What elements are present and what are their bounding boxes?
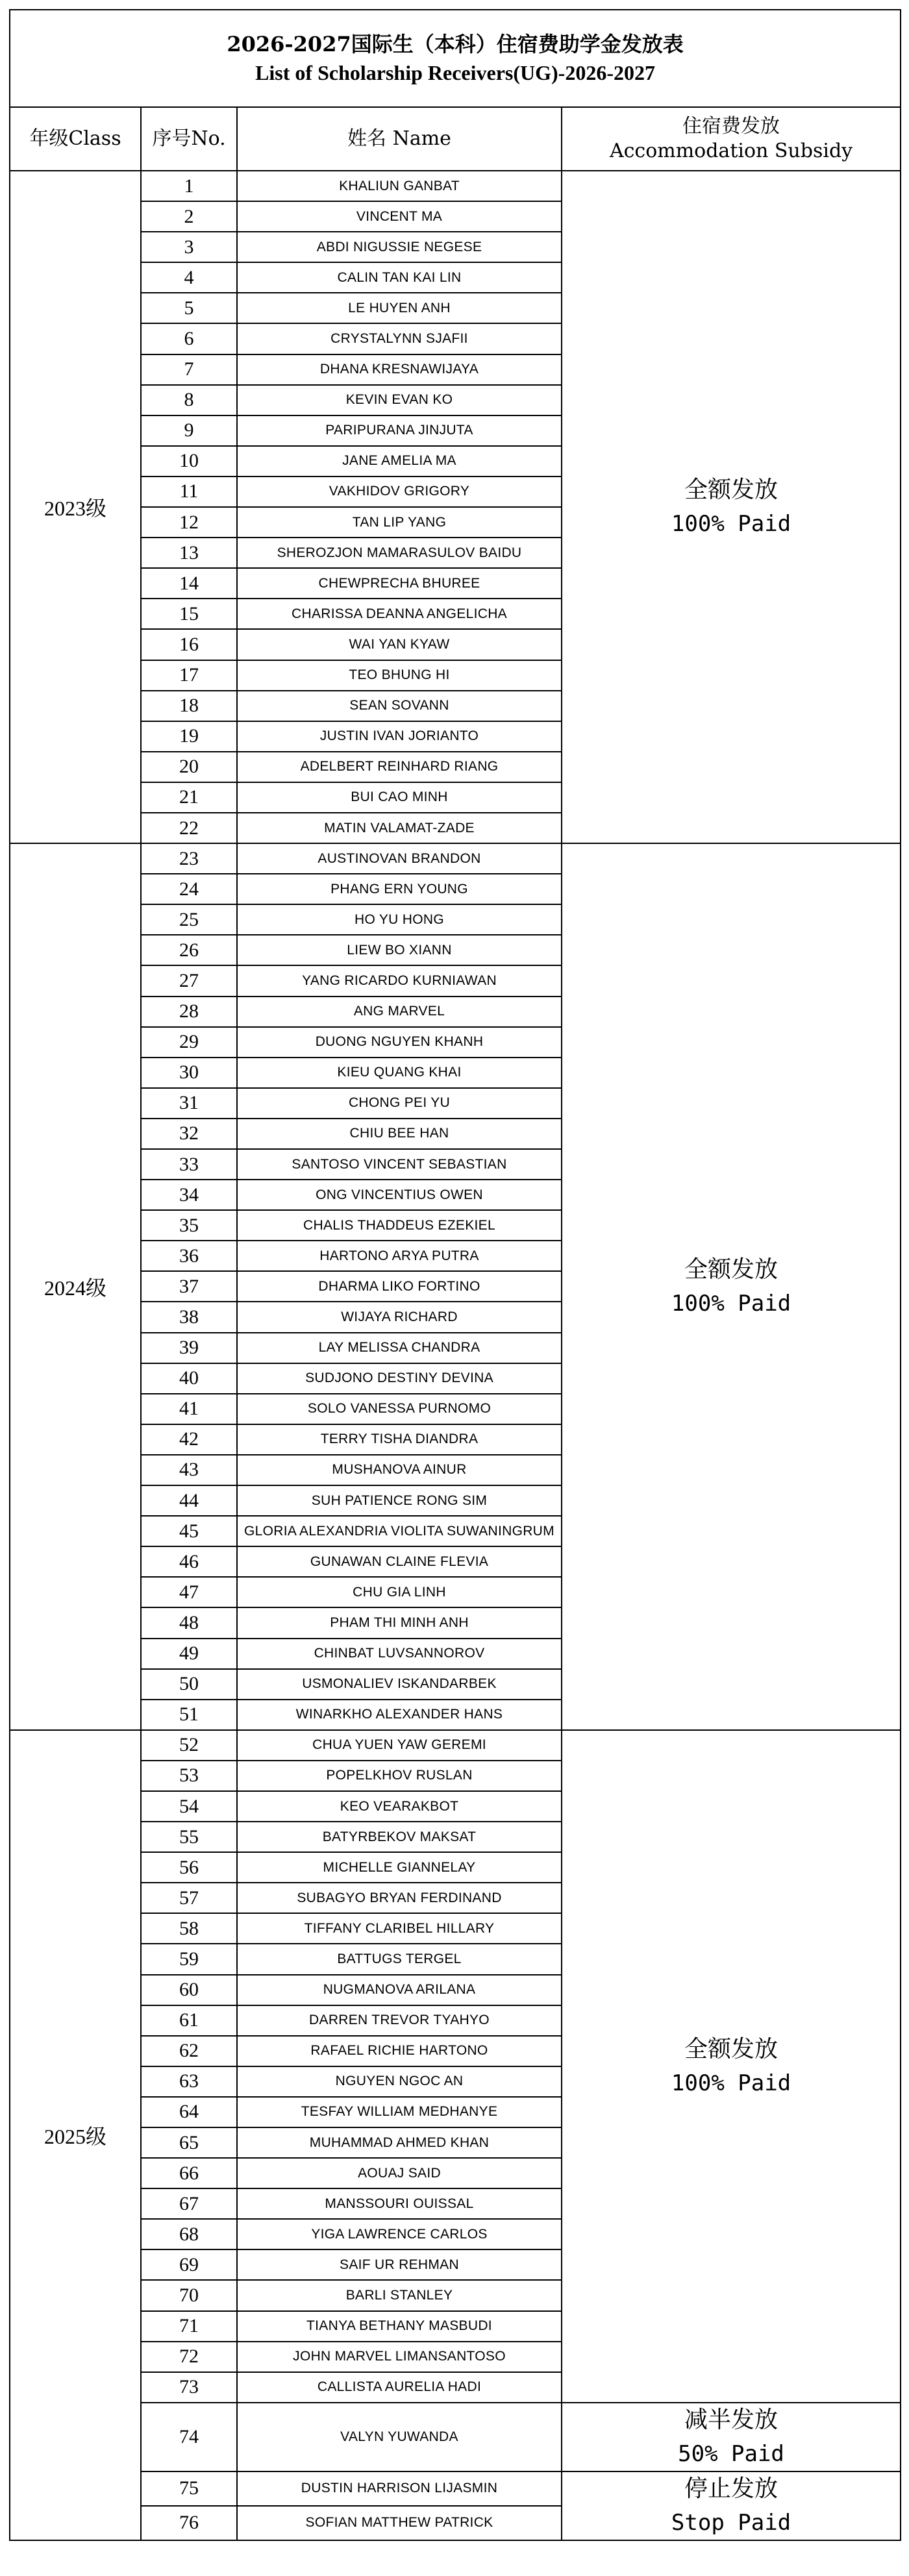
row-number: 6 [141,323,237,354]
student-name: KHALIUN GANBAT [237,171,562,201]
row-number: 24 [141,874,237,904]
scholarship-sheet [9,9,900,2567]
student-name: DUONG NGUYEN KHANH [237,1027,562,1058]
row-number: 26 [141,935,237,965]
row-number: 14 [141,568,237,599]
row-number: 33 [141,1149,237,1180]
title-english: List of Scholarship Receivers(UG)-2026-2027 [255,61,655,84]
student-name: SUH PATIENCE RONG SIM [237,1485,562,1516]
student-name: TIFFANY CLARIBEL HILLARY [237,1913,562,1944]
student-name: LAY MELISSA CHANDRA [237,1333,562,1363]
subsidy-cell [562,2471,901,2540]
row-number: 4 [141,262,237,293]
row-number: 35 [141,1210,237,1241]
row-number: 54 [141,1791,237,1822]
row-number: 39 [141,1333,237,1363]
subsidy-cell [562,171,901,843]
row-number: 52 [141,1730,237,1761]
row-number: 44 [141,1485,237,1516]
student-name: VINCENT MA [237,201,562,232]
row-number: 63 [141,2066,237,2097]
row-number: 61 [141,2005,237,2036]
student-name: MICHELLE GIANNELAY [237,1852,562,1883]
table-row [10,843,901,874]
student-name: YIGA LAWRENCE CARLOS [237,2219,562,2249]
student-name: LIEW BO XIANN [237,935,562,965]
table-row [10,2471,901,2506]
class-cell: 2024级 [10,843,141,1730]
row-number: 74 [141,2403,237,2471]
row-number: 56 [141,1852,237,1883]
student-name: MANSSOURI OUISSAL [237,2188,562,2219]
student-name: RAFAEL RICHIE HARTONO [237,2036,562,2066]
table-row [10,2403,901,2471]
row-number: 17 [141,660,237,691]
header-name: 姓名 Name [237,107,562,171]
student-name: JANE AMELIA MA [237,446,562,477]
row-number: 19 [141,721,237,752]
row-number: 5 [141,293,237,323]
student-name: CHUA YUEN YAW GEREMI [237,1730,562,1761]
student-name: NUGMANOVA ARILANA [237,1975,562,2005]
row-number: 7 [141,354,237,385]
student-name: SOLO VANESSA PURNOMO [237,1394,562,1424]
student-name: DUSTIN HARRISON LIJASMIN [237,2471,562,2506]
class-cell: 2025级 [10,1730,141,2540]
student-name: CHEWPRECHA BHUREE [237,568,562,599]
student-name: CALLISTA AURELIA HADI [237,2372,562,2403]
scholarship-table [9,9,901,2541]
student-name: DARREN TREVOR TYAHYO [237,2005,562,2036]
student-name: CHIU BEE HAN [237,1119,562,1149]
row-number: 70 [141,2280,237,2310]
student-name: KIEU QUANG KHAI [237,1058,562,1088]
student-name: MUSHANOVA AINUR [237,1455,562,1485]
row-number: 27 [141,965,237,996]
row-number: 37 [141,1271,237,1302]
student-name: VALYN YUWANDA [237,2403,562,2471]
student-name: HARTONO ARYA PUTRA [237,1241,562,1271]
row-number: 28 [141,997,237,1027]
row-number: 57 [141,1883,237,1913]
subsidy-status-cn: 全额发放 [684,477,778,504]
student-name: DHANA KRESNAWIJAYA [237,354,562,385]
subsidy-status-en: Stop Paid [671,2509,791,2536]
student-name: DHARMA LIKO FORTINO [237,1271,562,1302]
student-name: NGUYEN NGOC AN [237,2066,562,2097]
table-row [10,1730,901,1761]
student-name: SUDJONO DESTINY DEVINA [237,1363,562,1394]
student-name: GLORIA ALEXANDRIA VIOLITA SUWANINGRUM [237,1516,562,1546]
row-number: 71 [141,2311,237,2342]
table-title [10,10,901,107]
student-name: VAKHIDOV GRIGORY [237,477,562,507]
student-name: CRYSTALYNN SJAFII [237,323,562,354]
row-number: 30 [141,1058,237,1088]
student-name: BATTUGS TERGEL [237,1944,562,1974]
row-number: 3 [141,232,237,262]
student-name: CHONG PEI YU [237,1088,562,1119]
row-number: 62 [141,2036,237,2066]
subsidy-status-en: 50% Paid [678,2440,784,2467]
student-name: CHARISSA DEANNA ANGELICHA [237,599,562,629]
row-number: 2 [141,201,237,232]
row-number: 55 [141,1822,237,1852]
row-number: 20 [141,752,237,782]
student-name: SAIF UR REHMAN [237,2249,562,2280]
row-number: 43 [141,1455,237,1485]
header-subsidy-cn: 住宿费发放 [682,115,780,138]
student-name: TIANYA BETHANY MASBUDI [237,2311,562,2342]
student-name: SOFIAN MATTHEW PATRICK [237,2506,562,2540]
student-name: LE HUYEN ANH [237,293,562,323]
student-name: PHANG ERN YOUNG [237,874,562,904]
subsidy-status-cn: 减半发放 [684,2406,778,2433]
table-body [10,171,901,2540]
row-number: 69 [141,2249,237,2280]
row-number: 68 [141,2219,237,2249]
student-name: PARIPURANA JINJUTA [237,415,562,446]
row-number: 1 [141,171,237,201]
row-number: 29 [141,1027,237,1058]
row-number: 10 [141,446,237,477]
subsidy-status-en: 100% Paid [671,1290,791,1317]
student-name: KEVIN EVAN KO [237,385,562,415]
student-name: TAN LIP YANG [237,507,562,538]
student-name: BARLI STANLEY [237,2280,562,2310]
row-number: 48 [141,1607,237,1638]
student-name: ADELBERT REINHARD RIANG [237,752,562,782]
student-name: WINARKHO ALEXANDER HANS [237,1700,562,1730]
row-number: 34 [141,1180,237,1210]
row-number: 59 [141,1944,237,1974]
subsidy-cell [562,1730,901,2403]
student-name: ANG MARVEL [237,997,562,1027]
student-name: SEAN SOVANN [237,691,562,721]
row-number: 67 [141,2188,237,2219]
subsidy-status-cn: 全额发放 [684,2035,778,2062]
student-name: WIJAYA RICHARD [237,1302,562,1332]
student-name: ONG VINCENTIUS OWEN [237,1180,562,1210]
student-name: WAI YAN KYAW [237,629,562,660]
student-name: MATIN VALAMAT-ZADE [237,813,562,843]
student-name: ABDI NIGUSSIE NEGESE [237,232,562,262]
subsidy-status-en: 100% Paid [671,2070,791,2096]
student-name: AOUAJ SAID [237,2158,562,2188]
row-number: 23 [141,843,237,874]
row-number: 64 [141,2097,237,2127]
row-number: 72 [141,2342,237,2372]
student-name: YANG RICARDO KURNIAWAN [237,965,562,996]
student-name: PHAM THI MINH ANH [237,1607,562,1638]
student-name: JUSTIN IVAN JORIANTO [237,721,562,752]
header-no: 序号No. [141,107,237,171]
row-number: 41 [141,1394,237,1424]
row-number: 58 [141,1913,237,1944]
student-name: JOHN MARVEL LIMANSANTOSO [237,2342,562,2372]
row-number: 8 [141,385,237,415]
row-number: 25 [141,904,237,935]
student-name: BATYRBEKOV MAKSAT [237,1822,562,1852]
row-number: 9 [141,415,237,446]
student-name: BUI CAO MINH [237,782,562,813]
subsidy-cell [562,2403,901,2471]
row-number: 15 [141,599,237,629]
student-name: SHEROZJON MAMARASULOV BAIDU [237,538,562,568]
row-number: 36 [141,1241,237,1271]
table-row [10,171,901,201]
row-number: 21 [141,782,237,813]
subsidy-cell [562,843,901,1730]
row-number: 45 [141,1516,237,1546]
row-number: 75 [141,2471,237,2506]
class-cell: 2023级 [10,171,141,843]
row-number: 18 [141,691,237,721]
student-name: GUNAWAN CLAINE FLEVIA [237,1546,562,1577]
student-name: MUHAMMAD AHMED KHAN [237,2127,562,2158]
row-number: 40 [141,1363,237,1394]
row-number: 38 [141,1302,237,1332]
student-name: CHALIS THADDEUS EZEKIEL [237,1210,562,1241]
student-name: USMONALIEV ISKANDARBEK [237,1669,562,1700]
student-name: HO YU HONG [237,904,562,935]
row-number: 51 [141,1700,237,1730]
row-number: 65 [141,2127,237,2158]
student-name: CHU GIA LINH [237,1577,562,1607]
student-name: TESFAY WILLIAM MEDHANYE [237,2097,562,2127]
row-number: 31 [141,1088,237,1119]
subsidy-status-en: 100% Paid [671,511,791,538]
row-number: 76 [141,2506,237,2540]
row-number: 46 [141,1546,237,1577]
row-number: 53 [141,1761,237,1791]
subsidy-status-cn: 全额发放 [684,1256,778,1283]
row-number: 60 [141,1975,237,2005]
student-name: POPELKHOV RUSLAN [237,1761,562,1791]
subsidy-status-cn: 停止发放 [684,2475,778,2502]
student-name: CHINBAT LUVSANNOROV [237,1639,562,1669]
header-class: 年级Class [10,107,141,171]
row-number: 73 [141,2372,237,2403]
row-number: 47 [141,1577,237,1607]
student-name: CALIN TAN KAI LIN [237,262,562,293]
header-subsidy [562,107,901,171]
row-number: 22 [141,813,237,843]
row-number: 42 [141,1424,237,1455]
row-number: 32 [141,1119,237,1149]
student-name: TERRY TISHA DIANDRA [237,1424,562,1455]
header-subsidy-en: Accommodation Subsidy [609,140,853,162]
row-number: 66 [141,2158,237,2188]
student-name: KEO VEARAKBOT [237,1791,562,1822]
row-number: 49 [141,1639,237,1669]
title-chinese: 2026-2027国际生（本科）住宿费助学金发放表 [227,32,684,56]
row-number: 16 [141,629,237,660]
student-name: SANTOSO VINCENT SEBASTIAN [237,1149,562,1180]
row-number: 50 [141,1669,237,1700]
student-name: SUBAGYO BRYAN FERDINAND [237,1883,562,1913]
student-name: TEO BHUNG HI [237,660,562,691]
row-number: 13 [141,538,237,568]
row-number: 12 [141,507,237,538]
student-name: AUSTINOVAN BRANDON [237,843,562,874]
row-number: 11 [141,477,237,507]
